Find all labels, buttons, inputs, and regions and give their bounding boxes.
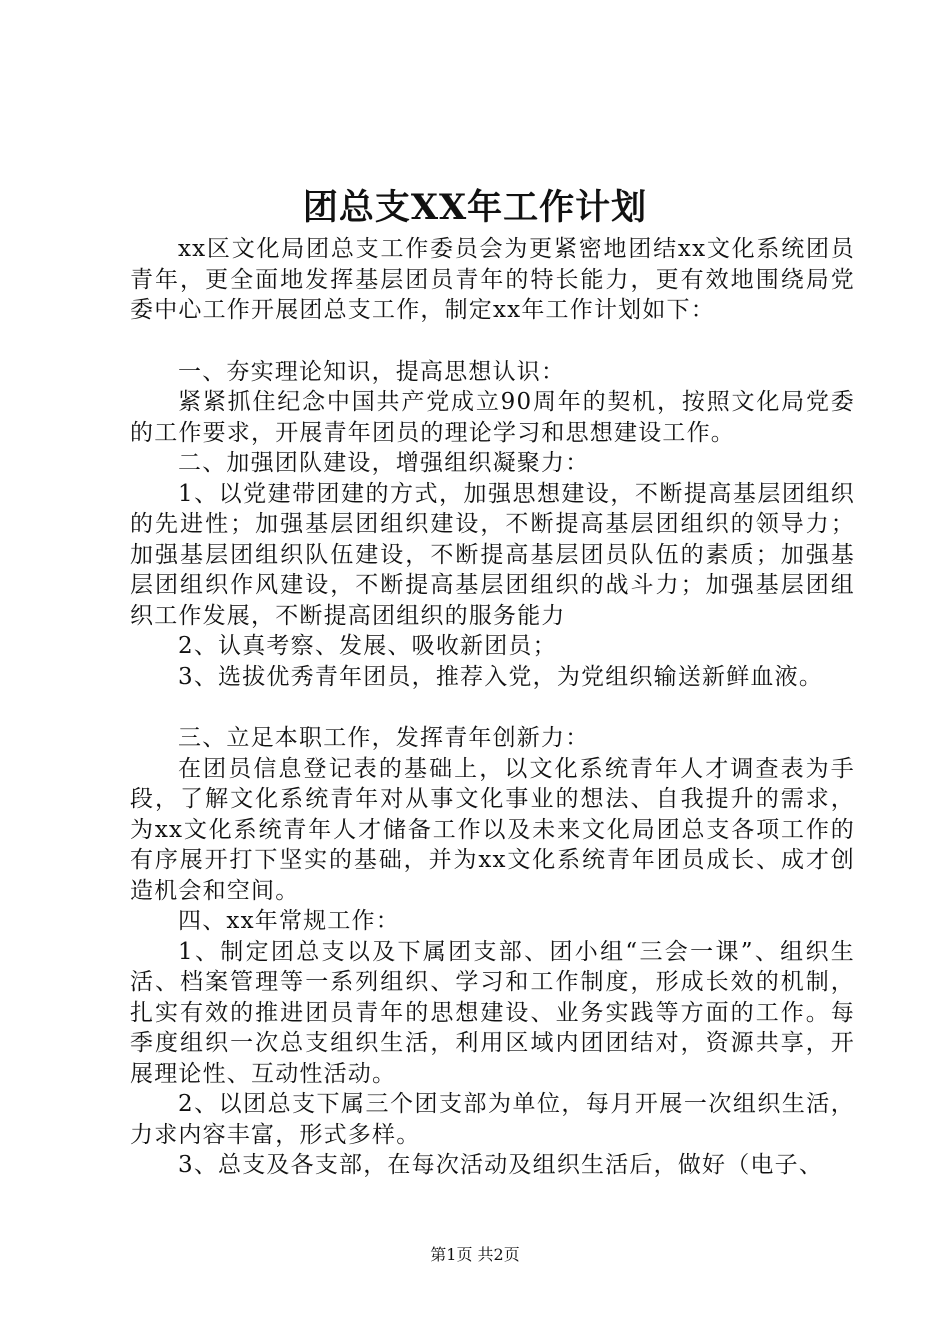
paragraph-gap bbox=[130, 326, 855, 357]
section-4-item-2: 2、以团总支下属三个团支部为单位，每月开展一次组织生活，力求内容丰富，形式多样。 bbox=[130, 1091, 855, 1148]
paragraph-gap bbox=[130, 692, 855, 723]
section-heading-2: 二、加强团队建设，增强组织凝聚力： bbox=[178, 450, 590, 476]
section-4-item-3: 3、总支及各支部，在每次活动及组织生活后，做好（电子、 bbox=[178, 1152, 824, 1178]
page-footer: 第1页 共2页 bbox=[430, 1245, 520, 1264]
section-4-item-1: 1、制定团总支以及下属团支部、团小组“三会一课”、组织生活、档案管理等一系列组织、学习和工作制度，形成长效的机制，扎实有效的推进团员青年的思想建设、业务实践等方面的工作。每季度组织一次总支组织生活，利用区域内团团结对，资源共享，开展理论性、互动性活动。 bbox=[130, 938, 855, 1087]
document-body bbox=[130, 234, 855, 1181]
section-2-item-2: 2、认真考察、发展、吸收新团员； bbox=[178, 633, 557, 659]
section-2-item-3: 3、选拔优秀青年团员，推荐入党，为党组织输送新鲜血液。 bbox=[178, 663, 824, 690]
section-3-paragraph: 在团员信息登记表的基础上，以文化系统青年人才调查表为手段，了解文化系统青年对从事文化事业的想法、自我提升的需求，为xx文化系统青年人才储备工作以及未来文化局团总支各项工作的有序展开打下坚实的基础，并为xx文化系统青年团员成长、成才创造机会和空间。 bbox=[130, 755, 855, 904]
document-title: 团总支XX年工作计划 bbox=[302, 187, 648, 228]
intro-paragraph: xx区文化局团总支工作委员会为更紧密地团结xx文化系统团员青年，更全面地发挥基层团员青年的特长能力，更有效地围绕局党委中心工作开展团总支工作，制定xx年工作计划如下： bbox=[130, 236, 855, 323]
section-heading-1: 一、夯实理论知识，提高思想认识： bbox=[178, 358, 566, 385]
section-1-paragraph: 紧紧抓住纪念中国共产党成立90周年的契机，按照文化局党委的工作要求，开展青年团员的理论学习和思想建设工作。 bbox=[130, 389, 855, 446]
section-2-item-1: 1、以党建带团建的方式，加强思想建设，不断提高基层团组织的先进性；加强基层团组织建设，不断提高基层团组织的领导力；加强基层团组织队伍建设，不断提高基层团员队伍的素质；加强基层团组织作风建设，不断提高基层团组织的战斗力；加强基层团组织工作发展，不断提高团组织的服务能力 bbox=[130, 480, 855, 629]
section-heading-3: 三、立足本职工作，发挥青年创新力： bbox=[178, 725, 590, 751]
section-heading-4: 四、xx年常规工作： bbox=[178, 908, 400, 934]
